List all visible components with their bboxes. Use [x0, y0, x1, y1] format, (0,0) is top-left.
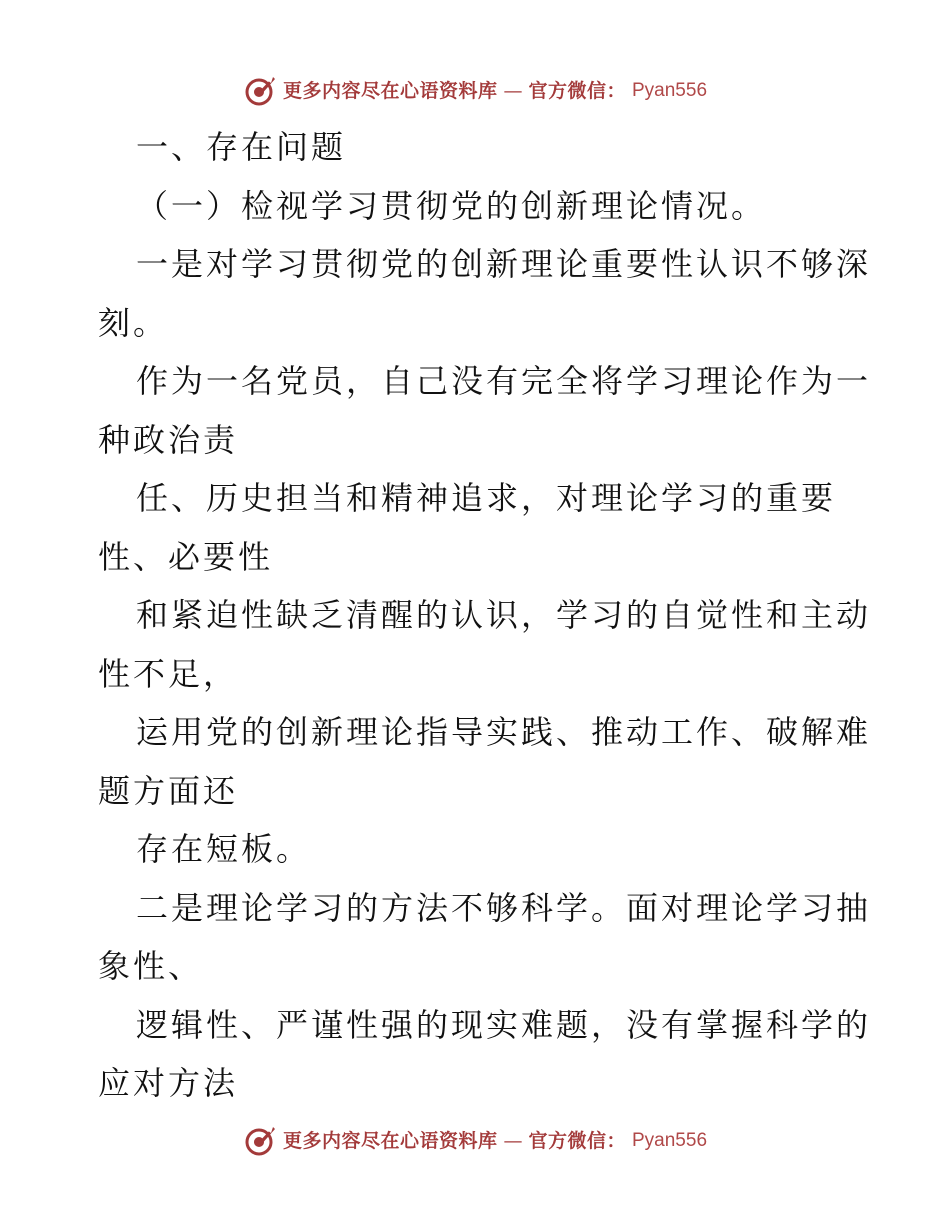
header-watermark: [0, 74, 950, 108]
watermark-text: 更多内容尽在心语资料库: [282, 1130, 498, 1152]
quill-pen-logo-icon: [243, 1124, 277, 1158]
paragraph-line: 性不足，: [98, 654, 239, 693]
subsection-heading: （一）检视学习贯彻党的创新理论情况。: [136, 186, 767, 225]
paragraph-line: 二是理论学习的方法不够科学。面对理论学习抽: [136, 888, 872, 927]
section-heading: 一、存在问题: [136, 128, 347, 166]
paragraph-line: 象性、: [98, 947, 204, 985]
watermark-handle: Pyan556: [632, 80, 708, 101]
document-body: [98, 118, 872, 1113]
paragraph-line: 运用党的创新理论指导实践、推动工作、破解难: [136, 713, 872, 751]
watermark-separator: —: [503, 80, 523, 102]
paragraph-line: 种政治责: [98, 420, 239, 459]
paragraph-line: 逻辑性、严谨性强的现实难题，没有掌握科学的: [136, 1005, 872, 1044]
watermark-separator: —: [503, 1130, 523, 1152]
quill-pen-logo-icon: [243, 74, 277, 108]
paragraph-line: 和紧迫性缺乏清醒的认识，学习的自觉性和主动: [136, 596, 872, 634]
paragraph-line: 应对方法: [98, 1064, 239, 1102]
paragraph-line: 性、必要性: [98, 537, 274, 576]
paragraph-line: 作为一名党员，自己没有完全将学习理论作为一: [136, 362, 872, 400]
watermark-handle: Pyan556: [632, 1130, 708, 1151]
watermark-text: 更多内容尽在心语资料库: [282, 80, 498, 102]
paragraph-line: 刻。: [98, 303, 169, 342]
paragraph-line: 存在短板。: [136, 830, 312, 868]
paragraph-line: 题方面还: [98, 771, 239, 810]
paragraph-line: 任、历史担当和精神追求，对理论学习的重要: [136, 479, 837, 517]
footer-watermark: [0, 1124, 950, 1158]
watermark-label: 官方微信：: [528, 80, 626, 102]
paragraph-line: 一是对学习贯彻党的创新理论重要性认识不够深: [136, 245, 872, 283]
watermark-label: 官方微信：: [528, 1130, 626, 1152]
